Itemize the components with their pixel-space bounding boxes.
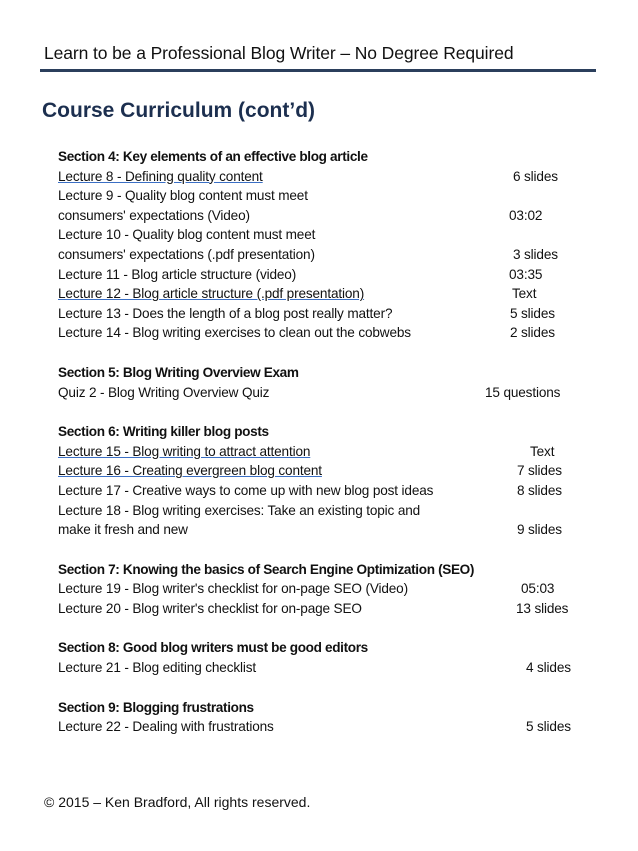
curriculum-section: [58, 147, 598, 343]
lecture-line: [58, 206, 598, 226]
lecture-line: [58, 167, 598, 187]
lecture-line: [58, 245, 598, 265]
lecture-length: 7 slides: [517, 463, 562, 479]
lecture-line: [58, 501, 598, 521]
lecture-length: 15 questions: [485, 384, 561, 400]
lecture-title: Lecture 21 - Blog editing checklist: [58, 660, 257, 676]
lecture-line: [58, 658, 598, 678]
section-title: Section 8: Good blog writers must be good editors: [58, 640, 368, 656]
lecture-line: [58, 383, 598, 403]
lecture-title: Lecture 11 - Blog article structure (video): [58, 266, 297, 282]
lecture-title: Lecture 18 - Blog writing exercises: Take an existing topic and: [58, 502, 421, 518]
curriculum-section: [58, 638, 598, 677]
lecture-title: Lecture 9 - Quality blog content must meet: [58, 188, 308, 204]
lecture-line: [58, 481, 598, 501]
lecture-length: Text: [530, 443, 555, 459]
curriculum-section: [58, 560, 598, 619]
lecture-line: [58, 717, 598, 737]
lecture-title: consumers' expectations (.pdf presentation): [58, 246, 315, 262]
curriculum-section: [58, 422, 598, 540]
lecture-length: 9 slides: [517, 522, 562, 538]
lecture-length: 4 slides: [526, 660, 571, 676]
section-title: Section 6: Writing killer blog posts: [58, 424, 269, 440]
lecture-line: [58, 225, 598, 245]
curriculum-list: [58, 147, 598, 757]
lecture-title: Lecture 19 - Blog writer's checklist for on-page SEO (Video): [58, 581, 408, 597]
lecture-line: [58, 304, 598, 324]
lecture-length: 6 slides: [513, 168, 558, 184]
section-title: Section 9: Blogging frustrations: [58, 699, 254, 715]
lecture-line: [58, 323, 598, 343]
lecture-title: Lecture 16 - Creating evergreen blog content: [58, 463, 322, 479]
lecture-title: Lecture 20 - Blog writer's checklist for on-page SEO: [58, 600, 362, 616]
lecture-title: Quiz 2 - Blog Writing Overview Quiz: [58, 384, 270, 400]
section-title: Section 4: Key elements of an effective blog article: [58, 149, 368, 164]
curriculum-section: [58, 698, 598, 737]
lecture-length: 3 slides: [513, 246, 558, 262]
lecture-title: Lecture 13 - Does the length of a blog post really matter?: [58, 305, 393, 321]
curriculum-section: [58, 363, 598, 402]
lecture-line: [58, 579, 598, 599]
lecture-length: 03:02: [509, 207, 543, 223]
lecture-title: Lecture 12 - Blog article structure (.pdf presentation): [58, 286, 365, 302]
header-divider: [40, 69, 596, 72]
lecture-length: 5 slides: [526, 719, 571, 735]
lecture-length: 03:35: [509, 266, 543, 282]
copyright-footer: © 2015 – Ken Bradford, All rights reserved.: [44, 794, 311, 810]
lecture-title: Lecture 15 - Blog writing to attract attention: [58, 443, 311, 459]
lecture-title: make it fresh and new: [58, 522, 188, 538]
lecture-line: [58, 520, 598, 540]
lecture-line: [58, 461, 598, 481]
lecture-length: Text: [512, 286, 537, 302]
lecture-title: Lecture 17 - Creative ways to come up with new blog post ideas: [58, 482, 434, 498]
lecture-line: [58, 186, 598, 206]
lecture-length: 13 slides: [516, 600, 569, 616]
document-header-title: Learn to be a Professional Blog Writer – No Degree Required: [44, 43, 514, 63]
lecture-line: [58, 265, 598, 285]
page-heading: Course Curriculum (cont’d): [42, 99, 316, 122]
lecture-length: 05:03: [521, 581, 555, 597]
lecture-title: Lecture 14 - Blog writing exercises to clean out the cobwebs: [58, 325, 411, 341]
lecture-line: [58, 599, 598, 619]
lecture-length: 5 slides: [510, 305, 555, 321]
lecture-title: Lecture 22 - Dealing with frustrations: [58, 719, 274, 735]
lecture-line: [58, 442, 598, 462]
lecture-line: [58, 284, 598, 304]
lecture-length: 8 slides: [517, 482, 562, 498]
lecture-title: consumers' expectations (Video): [58, 207, 250, 223]
section-title: Section 7: Knowing the basics of Search Engine Optimization (SEO): [58, 561, 475, 577]
lecture-title: Lecture 8 - Defining quality content: [58, 168, 263, 184]
section-title: Section 5: Blog Writing Overview Exam: [58, 364, 299, 380]
lecture-length: 2 slides: [510, 325, 555, 341]
lecture-title: Lecture 10 - Quality blog content must meet: [58, 227, 316, 243]
